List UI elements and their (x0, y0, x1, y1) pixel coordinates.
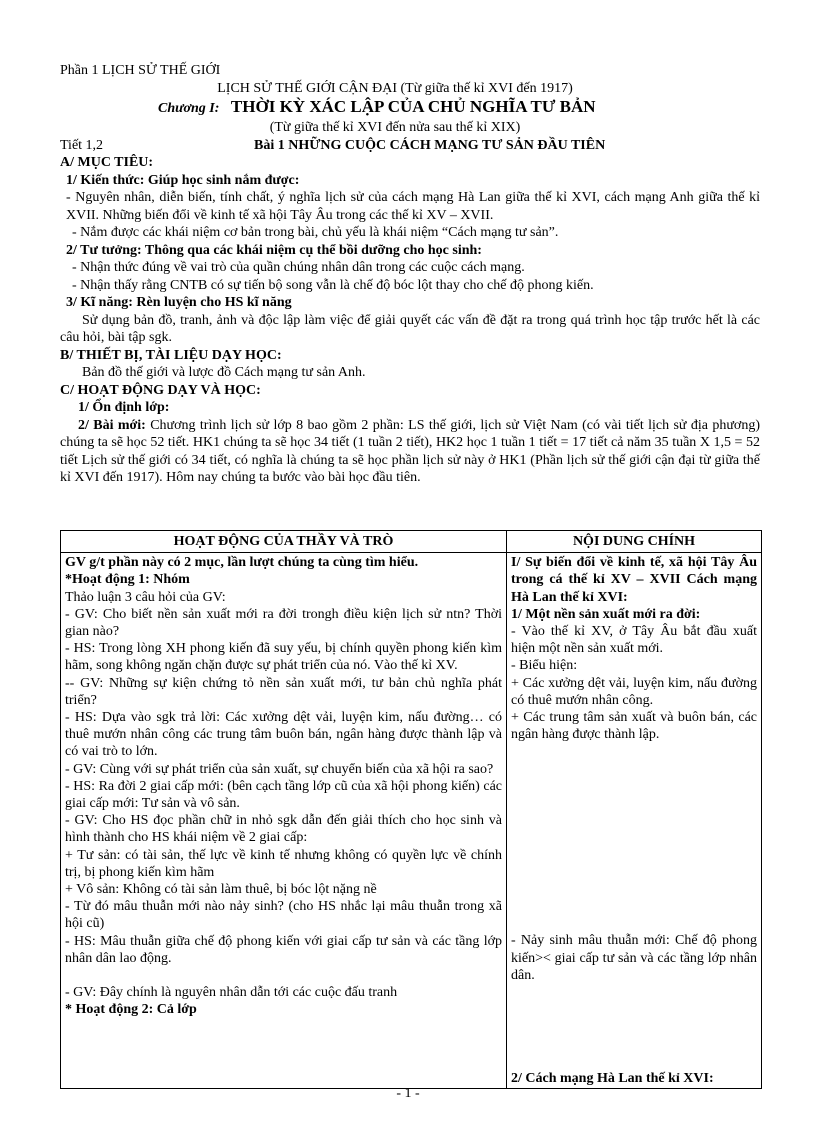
teacher-student-column (61, 553, 507, 1089)
table-header-row (61, 531, 762, 553)
skill-item-1: Sử dụng bản đồ, tranh, ảnh và độc lập làm việc để giải quyết các vấn đề đặt ra trong quá trình học tập trước hết là các câu hỏi, bài tập sgk. (60, 312, 760, 345)
new-lesson-text: Chương trình lịch sử lớp 8 bao gồm 2 phần: LS thế giới, lịch sử Việt Nam (có vài tiết lịch sử địa phương) chúng ta sẽ học 52 tiết. HK1 chúng ta sẽ học 34 tiết (1 tuần 2 tiết), HK2 học 1 tuần 1 tiết = 17 tiết cả năm 35 tuần X 1,5 = 52 tiết Lịch sử thế giới có 34 tiết, có nghĩa là chúng ta sẽ học phần lịch sử này ở HK1 (Phần lịch sử thế giới cận đại từ giữa thế kỉ XVI đến 1917). Hôm nay chúng ta bước vào bài học đầu tiên. (60, 417, 760, 485)
subtitle: LỊCH SỬ THẾ GIỚI CẬN ĐẠI (Từ giữa thế kỉ XVI đến 1917) (217, 80, 573, 96)
knowledge-item-1: - Nguyên nhân, diễn biến, tính chất, ý nghĩa lịch sử của cách mạng Hà Lan giữa thế kỉ XVI, cách mạng Anh giữa thế kỉ XVII. Những biến đổi về kinh tế xã hội Tây Âu trong các thế kỉ XV – XVII. (66, 190, 760, 223)
left-line-3: - HS: Trong lòng XH phong kiến đã suy yếu, bị chính quyền phong kiến kìm hãm, song không ngăn chặn được sự phát triển của nó. Vào thế kỉ XV. (65, 641, 502, 674)
table-row (61, 553, 762, 1089)
thought-item-2: - Nhận thấy rằng CNTB có sự tiến bộ song vẫn là chế độ bóc lột thay cho chế độ phong kiến. (72, 277, 594, 293)
left-line-5: - HS: Dựa vào sgk trả lời: Các xưởng dệt vải, luyện kim, nấu đường… có thuê mướn nhân công các trung tâm buôn bán, ngân hàng được thành lập và có vai trò to lớn. (65, 710, 502, 760)
right-line-4: + Các trung tâm sản xuất và buôn bán, các ngân hàng được thành lập. (511, 710, 757, 743)
right-subsection-2: 2/ Cách mạng Hà Lan thế kỉ XVI: (511, 1071, 714, 1087)
section-c-item-2 (60, 417, 760, 487)
right-subsection-1: 1/ Một nền sản xuất mới ra đời: (511, 606, 701, 622)
activity-2-title: * Hoạt động 2: Cả lớp (65, 1002, 197, 1018)
left-line-8: - GV: Cho HS đọc phần chữ in nhỏ sgk dẫn đến giải thích cho học sinh và hình thành cho HS khái niệm về 2 giai cấp: (65, 813, 502, 846)
section-c-item-1: 1/ Ổn định lớp: (78, 400, 170, 415)
lesson-title: Bài 1 NHỮNG CUỘC CÁCH MẠNG TƯ SẢN ĐẦU TIÊN (254, 137, 606, 153)
section-b-title: B/ THIẾT BỊ, TÀI LIỆU DẠY HỌC: (60, 347, 282, 363)
right-line-3: + Các xưởng dệt vải, luyện kim, nấu đường có thuê mướn nhân công. (511, 675, 757, 708)
blank-line (65, 967, 502, 984)
section-a-title: A/ MỤC TIÊU: (60, 155, 154, 170)
lesson-number: Tiết 1,2 (60, 137, 104, 153)
left-line-10: + Vô sản: Không có tài sản làm thuê, bị bóc lột nặng nề (65, 882, 377, 898)
left-line-1: Thảo luận 3 câu hỏi của GV: (65, 589, 226, 605)
chapter-label: Chương I: (158, 101, 220, 116)
part-title: LỊCH SỬ THẾ GIỚI (102, 63, 221, 78)
knowledge-title: 1/ Kiến thức: Giúp học sinh nắm được: (66, 172, 300, 188)
part-prefix: Phần 1 (60, 63, 102, 78)
lesson-table (60, 530, 762, 1089)
skill-title: 3/ Kĩ năng: Rèn luyện cho HS kĩ năng (66, 295, 292, 310)
chapter-period: (Từ giữa thế kỉ XVI đến nửa sau thế kỉ XIX) (269, 120, 521, 135)
teacher-student-header: HOẠT ĐỘNG CỦA THẦY VÀ TRÒ (61, 531, 507, 553)
main-content-column (507, 553, 762, 1089)
left-line-7: - HS: Ra đời 2 giai cấp mới: (bên cạch tầng lớp cũ của xã hội phong kiến) các giai cấp mới: Tư sản và vô sản. (65, 778, 502, 812)
knowledge-item-2: - Nắm được các khái niệm cơ bản trong bài, chủ yếu là khái niệm “Cách mạng tư sản”. (72, 225, 559, 240)
document-page (60, 62, 760, 487)
main-content-header: NỘI DUNG CHÍNH (507, 531, 762, 553)
right-section-title: I/ Sự biến đổi về kinh tế, xã hội Tây Âu trong cá thế kỉ XV – XVII Cách mạng Hà Lan thế kỉ XVI: (511, 555, 757, 605)
left-line-11: - Từ đó mâu thuẫn mới nào nảy sinh? (cho HS nhắc lại mâu thuẫn trong xã hội cũ) (65, 899, 502, 932)
page-number: - 1 - (396, 1086, 420, 1101)
table-intro: GV g/t phần này có 2 mục, lần lượt chúng ta cùng tìm hiểu. (65, 555, 419, 571)
right-line-5: - Nảy sinh mâu thuẫn mới: Chế độ phong kiến>< giai cấp tư sản và các tầng lớp nhân dân. (511, 933, 757, 983)
chapter-title: THỜI KỲ XÁC LẬP CỦA CHỦ NGHĨA TƯ BẢN (230, 97, 596, 116)
lesson-line (60, 137, 760, 155)
left-line-2: - GV: Cho biết nền sản xuất mới ra đời trongh điều kiện lịch sử ntn? Thời gian nào? (65, 606, 502, 640)
chapter-heading (60, 97, 760, 119)
left-line-9: + Tư sản: có tài sản, thế lực về kinh tế nhưng không có quyền lực về chính trị, bị phong kiến kìm hãm (65, 847, 502, 880)
left-line-6: - GV: Cùng với sự phát triển của sản xuất, sự chuyển biến của xã hội ra sao? (65, 761, 494, 777)
section-c-title: C/ HOẠT ĐỘNG DẠY VÀ HỌC: (60, 382, 261, 398)
thought-item-1: - Nhận thức đúng về vai trò của quần chúng nhân dân trong các cuộc cách mạng. (72, 260, 525, 275)
right-line-2: - Biểu hiện: (511, 658, 578, 674)
left-line-13: - GV: Đây chính là nguyên nhân dẫn tới các cuộc đấu tranh (65, 985, 398, 1001)
section-b-item: Bản đồ thế giới và lược đồ Cách mạng tư sản Anh. (82, 365, 366, 380)
activity-1-title: *Hoạt động 1: Nhóm (65, 572, 190, 588)
part-heading (60, 62, 760, 80)
thought-title: 2/ Tư tưởng: Thông qua các khái niệm cụ thể bồi dưỡng cho học sinh: (66, 242, 482, 258)
blank-area (511, 984, 757, 1070)
new-lesson-label: 2/ Bài mới: (78, 417, 146, 433)
blank-area (511, 743, 757, 932)
left-line-4: -- GV: Những sự kiện chứng tỏ nền sản xuất mới, tư bản chủ nghĩa phát triển? (65, 675, 502, 708)
left-line-12: - HS: Mâu thuẫn giữa chế độ phong kiến với giai cấp tư sản và các tầng lớp nhân dân lao động. (65, 933, 502, 966)
right-line-1: - Vào thế kỉ XV, ở Tây Âu bắt đầu xuất hiện một nền sản xuất mới. (511, 624, 757, 657)
